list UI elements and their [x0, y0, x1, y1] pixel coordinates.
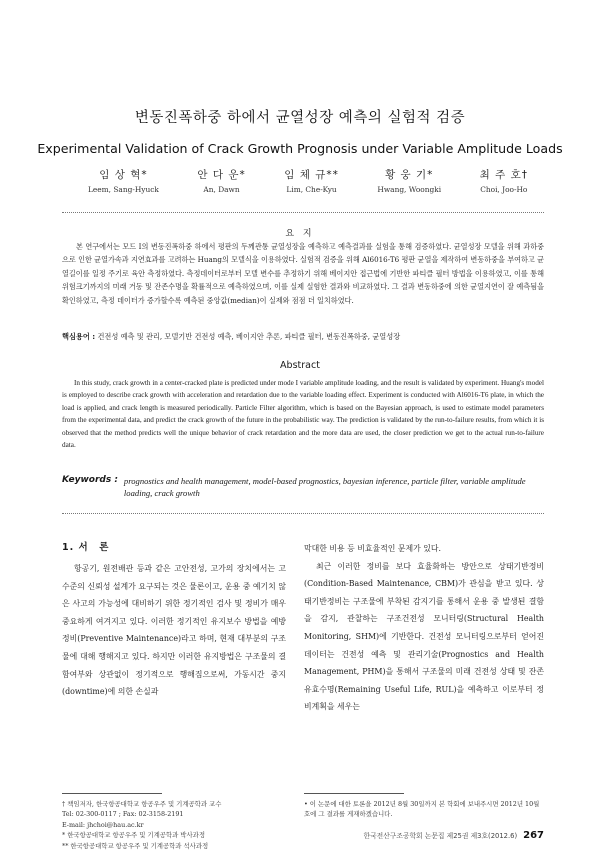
author-name-english: Choi, Joo-Ho — [480, 185, 528, 194]
paragraph: 최근 이러한 정비를 보다 효율화하는 방안으로 상태기반정비(Condition-Based Maintenance, CBM)가 관심을 받고 있다. 상태기반정비는 구조물에 부착된 감지기를 통해서 운용 중 발생된 결함을 감지, 관찰하는 구조건전성 모니터링(Structural Health Monitoring, SHM)에 기반한다. 건전성 모니터링으로부터 얻어진 데이터는 건전성 예측 및 관리기술(Prognostics and Health Management, PHM)을 통해서 구조물의 미래 건전성 상태 및 잔존유효수명(Remaining Useful Life, RUL)을 예측하고 이로부터 정비계획을 세우는 — [304, 561, 544, 712]
keywords-english — [62, 475, 544, 499]
footnote: E-mail: jhchoi@hau.ac.kr — [62, 820, 144, 829]
author-list — [88, 167, 528, 194]
keywords-korean-text: 건전성 예측 및 관리, 모델기반 건전성 예측, 베이지안 추론, 파티클 필터, 변동진폭하중, 균열성장 — [97, 332, 401, 341]
divider — [62, 212, 544, 213]
body-text-left-column: 항공기, 원전배관 등과 같은 고안전성, 고가의 장치에서는 고수준의 신뢰성 설계가 요구되는 것은 물론이고, 운용 중 예기치 않은 사고의 가능성에 대비하기 위한 정기적인 검사 및 정비가 매우 중요하게 여겨지고 있다. 이러한 정기적인 유지보수 방법을 예방 정비(Preventive Maintenance)라고 하며, 현재 대부분의 구조물에 대해 행해지고 있다. 하지만 이러한 유지방법은 구조물의 결함여부와 상관없이 정기적으로 행해짐으로써, 가동시간 중지(downtime)에 의한 손실과 — [62, 564, 286, 697]
paper-title-english: Experimental Validation of Crack Growth Prognosis under Variable Amplitude Loads — [37, 141, 563, 156]
divider — [62, 513, 544, 514]
author — [377, 167, 441, 194]
author-name-korean: 임 체 규** — [284, 169, 339, 181]
page-number: 267 — [523, 830, 544, 841]
author-name-english: Hwang, Woongki — [377, 185, 442, 194]
author-name-english: Leem, Sang-Hyuck — [88, 185, 159, 194]
keywords-english-label: Keywords : — [62, 475, 118, 485]
author-name-english: An, Dawn — [203, 185, 240, 194]
author — [197, 167, 245, 194]
paragraph: 막대한 비용 등 비효율적인 문제가 있다. — [304, 544, 442, 553]
author-name-korean: 안 다 운* — [197, 169, 246, 181]
keywords-english-text: prognostics and health management, model-based prognostics, bayesian inference, particle filter, variable amplitude loading, crack growth — [123, 476, 526, 498]
author — [284, 167, 339, 194]
abstract-english-heading: Abstract — [280, 360, 320, 371]
abstract-korean-heading: 요 지 — [285, 229, 315, 239]
keywords-korean-label: 핵심용어 : — [62, 332, 96, 341]
author-name-english: Lim, Che-Kyu — [286, 185, 337, 194]
footnote: * 한국항공대학교 항공우주 및 기계공학과 박사과정 — [62, 831, 205, 840]
footnote: Tel: 02-300-0117 ; Fax: 02-3158-2191 — [62, 810, 184, 819]
footnote-rule — [62, 793, 162, 794]
footnote: ** 한국항공대학교 항공우주 및 기계공학과 석사과정 — [62, 841, 209, 850]
footnote: † 책임저자, 한국항공대학교 항공우주 및 기계공학과 교수 — [62, 800, 222, 808]
journal-name: 한국전산구조공학회 논문집 제25권 제3호(2012.6) — [363, 832, 518, 840]
keywords-korean — [62, 332, 544, 342]
author-name-korean: 최 주 호† — [479, 169, 528, 181]
author — [480, 167, 528, 194]
abstract-english: In this study, crack growth in a center-cracked plate is predicted under mode I variable amplitude loading, and the result is validated by experiment. Huang's model is employed to describe crack growth with acceleration and retardation due to the variable loading effect. Experiment is conducted with Al6016-T6 plate, in which the load is applied, and crack length is measured periodically. Particle Filter algorithm, which is based on the Bayesian approach, is used to estimate model parameters from the experimental data, and predict the crack growth of the future in the probabilistic way. The prediction is validated by the run-to-failure results, from which it is observed that the method predicts well the unique behavior of crack retardation and the more data are used, the closer prediction we get to the actual run-to-failure data. — [62, 379, 544, 450]
author-name-korean: 황 웅 기* — [385, 169, 434, 181]
page-footer — [340, 830, 544, 841]
footnote-discussion: • 이 논문에 대한 토론을 2012년 8월 30일까지 본 학회에 보내주시면 2012년 10월호에 그 결과를 게재하겠습니다. — [304, 800, 540, 819]
author — [88, 167, 159, 194]
paper-title-korean: 변동진폭하중 하에서 균열성장 예측의 실험적 검증 — [134, 110, 466, 126]
footnote-rule — [304, 793, 404, 794]
abstract-korean: 본 연구에서는 모드 I의 변동진폭하중 하에서 평판의 두께관통 균열성장을 예측하고 예측결과를 실험을 통해 검증하였다. 균열성장 모델을 위해 과하중으로 인한 균열가속과 지연효과를 고려하는 Huang의 모델식을 이용하였다. 실험적 검증을 위해 Al6016-T6 평판 균열을 제작하여 변동하중을 부여하고 균열길이를 일정 주기로 육안 측정하였다. 측정데이터로부터 모델 변수를 추정하기 위해 베이지안 접근법에 기반한 파티클 필터 방법을 이용하였고, 이를 통해 위험크기까지의 미래 거동 및 잔존수명을 확률적으로 예측하였으며, 이를 실제 실험한 결과와 비교하였다. 그 결과 변동하중에 의한 균열지연이 잘 예측됨을 확인하였고, 측정 데이터가 증가할수록 예측된 중앙값(median)이 실제와 점점 더 일치하였다. — [62, 242, 544, 305]
footnotes-left — [62, 799, 286, 851]
body-text-right-column — [304, 540, 544, 716]
author-name-korean: 임 상 혁* — [99, 169, 148, 181]
section-heading: 1. 서 론 — [62, 542, 110, 553]
